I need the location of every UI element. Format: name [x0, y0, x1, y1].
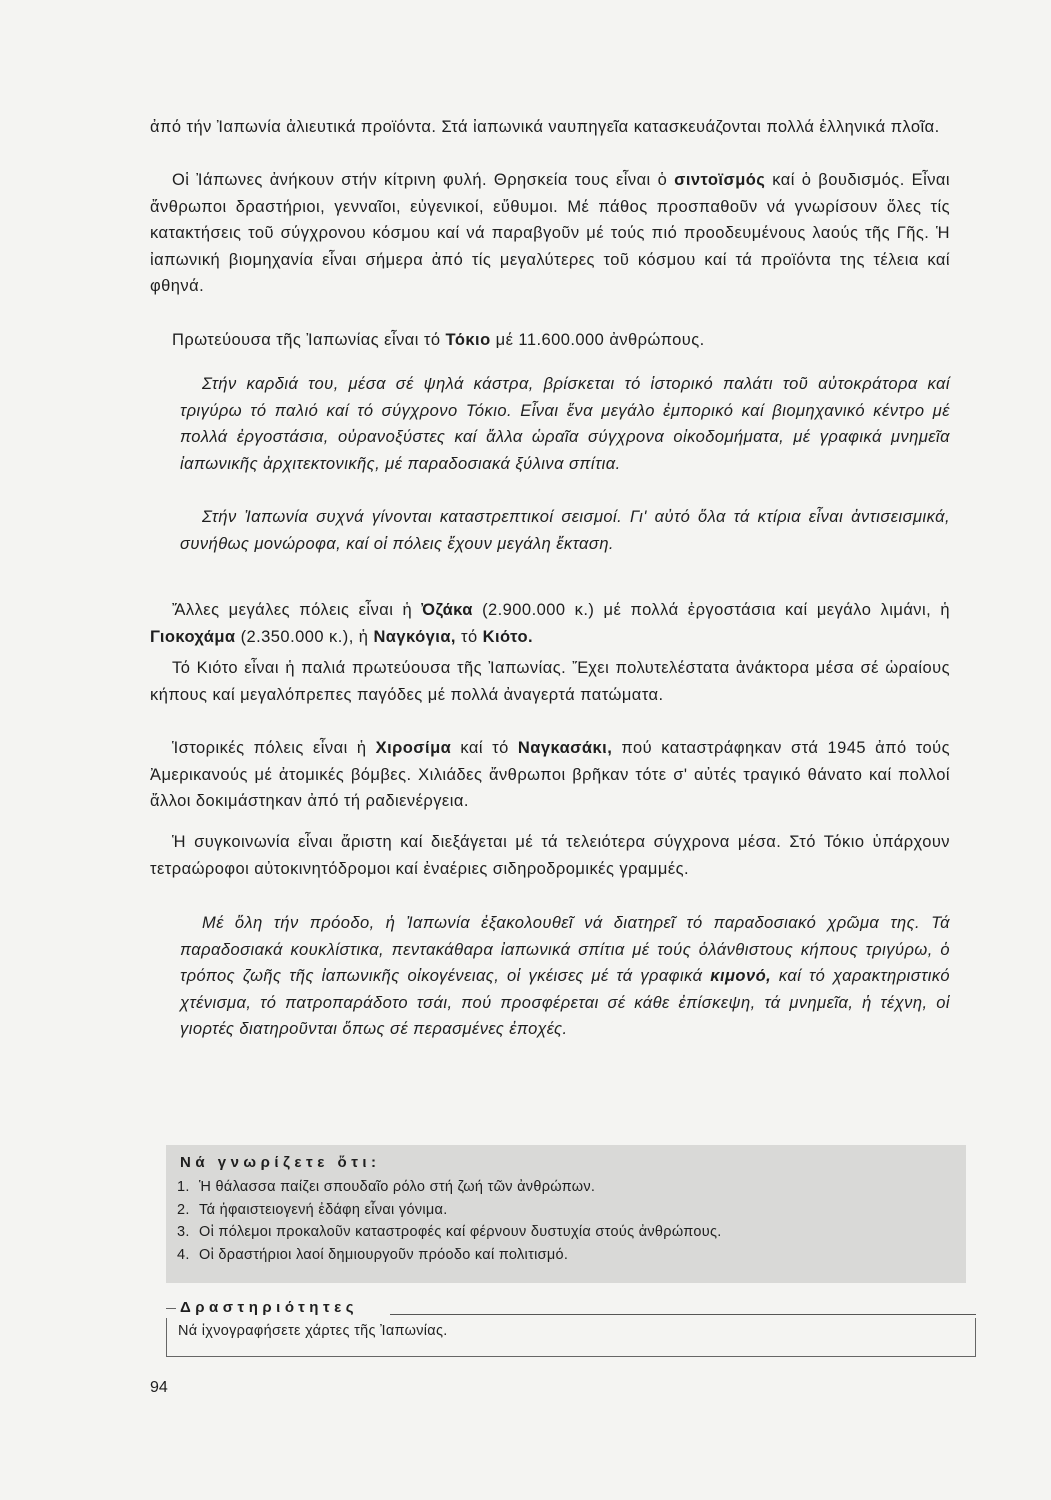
- page-number: 94: [150, 1379, 168, 1396]
- paragraph-other-cities: Ἄλλες μεγάλες πόλεις εἶναι ἡ Ὀζάκα (2.900.000 κ.) μέ πολλά ἐργοστάσια καί μεγάλο λιμάνι, ἡ Γιοκοχάμα (2.350.000 κ.), ἡ Ναγκόγια, τό Κιότο.: [150, 601, 950, 646]
- term-yokohama: Γιοκοχάμα: [150, 627, 236, 646]
- know-box-title: Νά γνωρίζετε ὅτι:: [180, 1154, 381, 1171]
- paragraph-historic-cities: Ἱστορικές πόλεις εἶναι ἡ Χιροσίμα καί τό Ναγκασάκι, πού καταστράφηκαν στά 1945 ἀπό τούς Ἀμερικανούς μέ ἀτομικές βόμβες. Χιλιάδες ἄνθρωποι βρῆκαν τότε σ' αὐτές τραγικό θάνατο καί πολλοί ἄλλοι δοκιμάστηκαν ἀπό τή ραδιενέργεια.: [150, 739, 950, 811]
- activities-frame-top: [390, 1314, 976, 1315]
- list-item: 1. Ἡ θάλασσα παίζει σπουδαῖο ρόλο στή ζωή τῶν ἀνθρώπων.: [177, 1179, 596, 1195]
- term-nagasaki: Ναγκασάκι,: [517, 739, 613, 757]
- italic-paragraph-tradition: Μέ ὅλη τήν πρόοδο, ἡ Ἰαπωνία ἐξακολουθεῖ νά διατηρεῖ τό παραδοσιακό χρῶμα της. Τά παραδοσιακά κουκλίστικα, πεντακάθαρα ἰαπωνικά σπίτια μέ τούς ὁλάνθιστους κήπους τριγύρω, ὁ τρόπος ζωῆς τῆς ἰαπωνικῆς οἰκογένειας, οἱ γκέισες μέ τά γραφικά κιμονό, καί τό χαρακτηριστικό χτένισμα, τό πατροπαράδοτο τσάι, πού προσφέρεται σέ κάθε ἐπίσκεψη, τά μνημεῖα, ἡ τέχνη, οἱ γιορτές διατηροῦνται ὅπως σέ περασμένες ἐποχές.: [180, 914, 950, 1039]
- activities-title: Δραστηριότητες: [180, 1299, 364, 1316]
- term-nagoya: Ναγκόγια,: [373, 627, 456, 646]
- list-item: 3. Οἱ πόλεμοι προκαλοῦν καταστροφές καί φέρνουν δυστυχία στούς ἀνθρώπους.: [177, 1224, 722, 1241]
- list-item: 4. Οἱ δραστήριοι λαοί δημιουργοῦν πρόοδο καί πολιτισμό.: [177, 1246, 569, 1263]
- list-item: 2. Τά ἡφαιστειογενή ἐδάφη εἶναι γόνιμα.: [177, 1201, 448, 1218]
- activities-text: Νά ἰχνογραφήσετε χάρτες τῆς Ἰαπωνίας.: [178, 1323, 448, 1339]
- paragraph-kyoto: Τό Κιότο εἶναι ἡ παλιά πρωτεύουσα τῆς Ἰαπωνίας. Ἔχει πολυτελέστατα ἀνάκτορα μέσα σέ ὡραίους κήπους καί μεγαλόπρεπες παγόδες μέ πολλά ἀναγερτά πατώματα.: [150, 659, 950, 704]
- term-kimono: κιμονό,: [710, 967, 772, 986]
- paragraph-transport: Ἡ συγκοινωνία εἶναι ἄριστη καί διεξάγεται μέ τά τελειότερα σύγχρονα μέσα. Στό Τόκιο ὑπάρχουν τετραώροφοι αὐτοκινητόδρομοι καί ἐναέριες σιδηροδρομικές γραμμές.: [150, 833, 950, 878]
- term-tokyo: Τόκιο: [445, 331, 491, 349]
- know-box-list: [177, 1176, 947, 1266]
- italic-paragraph-earthquakes: Στήν Ἰαπωνία συχνά γίνονται καταστρεπτικοί σεισμοί. Γι' αὐτό ὅλα τά κτίρια εἶναι ἀντισεισμικά, συνήθως μονώροφα, καί οἱ πόλεις ἔχουν μεγάλη ἔκταση.: [180, 508, 950, 553]
- term-osaka: Ὀζάκα: [421, 601, 473, 619]
- italic-paragraph-tokyo: Στήν καρδιά του, μέσα σέ ψηλά κάστρα, βρίσκεται τό ἱστορικό παλάτι τοῦ αὐτοκράτορα καί τριγύρω τό παλιό καί τό σύγχρονο Τόκιο. Εἶναι ἕνα μεγάλο ἐμπορικό καί βιομηχανικό κέντρο μέ πολλά ἐργοστάσια, οὐρανοξύστες καί ἄλλα ὡραῖα σύγχρονα οἰκοδομήματα, μέ γραφικά μνημεῖα ἰαπωνικῆς ἀρχιτεκτονικῆς, μέ παραδοσιακά ξύλινα σπίτια.: [180, 375, 950, 473]
- term-hiroshima: Χιροσίμα: [375, 739, 452, 757]
- term-shinto: σιντοϊσμός: [674, 171, 766, 189]
- activities-frame-tick: [166, 1308, 176, 1309]
- term-kyoto: Κιότο.: [482, 627, 534, 646]
- paragraph-capital: Πρωτεύουσα τῆς Ἰαπωνίας εἶναι τό Τόκιο μέ 11.600.000 ἀνθρώπους.: [172, 331, 705, 349]
- paragraph-fishing-ships: ἀπό τήν Ἰαπωνία ἀλιευτικά προϊόντα. Στά ἰαπωνικά ναυπηγεῖα κατασκευάζονται πολλά ἑλληνικά πλοῖα.: [150, 118, 940, 136]
- paragraph-people-religion: Οἱ Ἰάπωνες ἀνήκουν στήν κίτρινη φυλή. Θρησκεία τους εἶναι ὁ σιντοϊσμός καί ὁ βουδισμός. Εἶναι ἄνθρωποι δραστήριοι, γενναῖοι, εὐγενικοί, εὔθυμοι. Μέ πάθος προσπαθοῦν νά γνωρίσουν ὅλες τίς κατακτήσεις τοῦ σύγχρονου κόσμου καί νά παραβγοῦν μέ τούς πιό προοδευμένους λαούς τῆς Γῆς. Ἡ ἰαπωνική βιομηχανία εἶναι σήμερα ἀπό τίς μεγαλύτερες τοῦ κόσμου καί τά προϊόντα της τέλεια καί φθηνά.: [150, 171, 951, 296]
